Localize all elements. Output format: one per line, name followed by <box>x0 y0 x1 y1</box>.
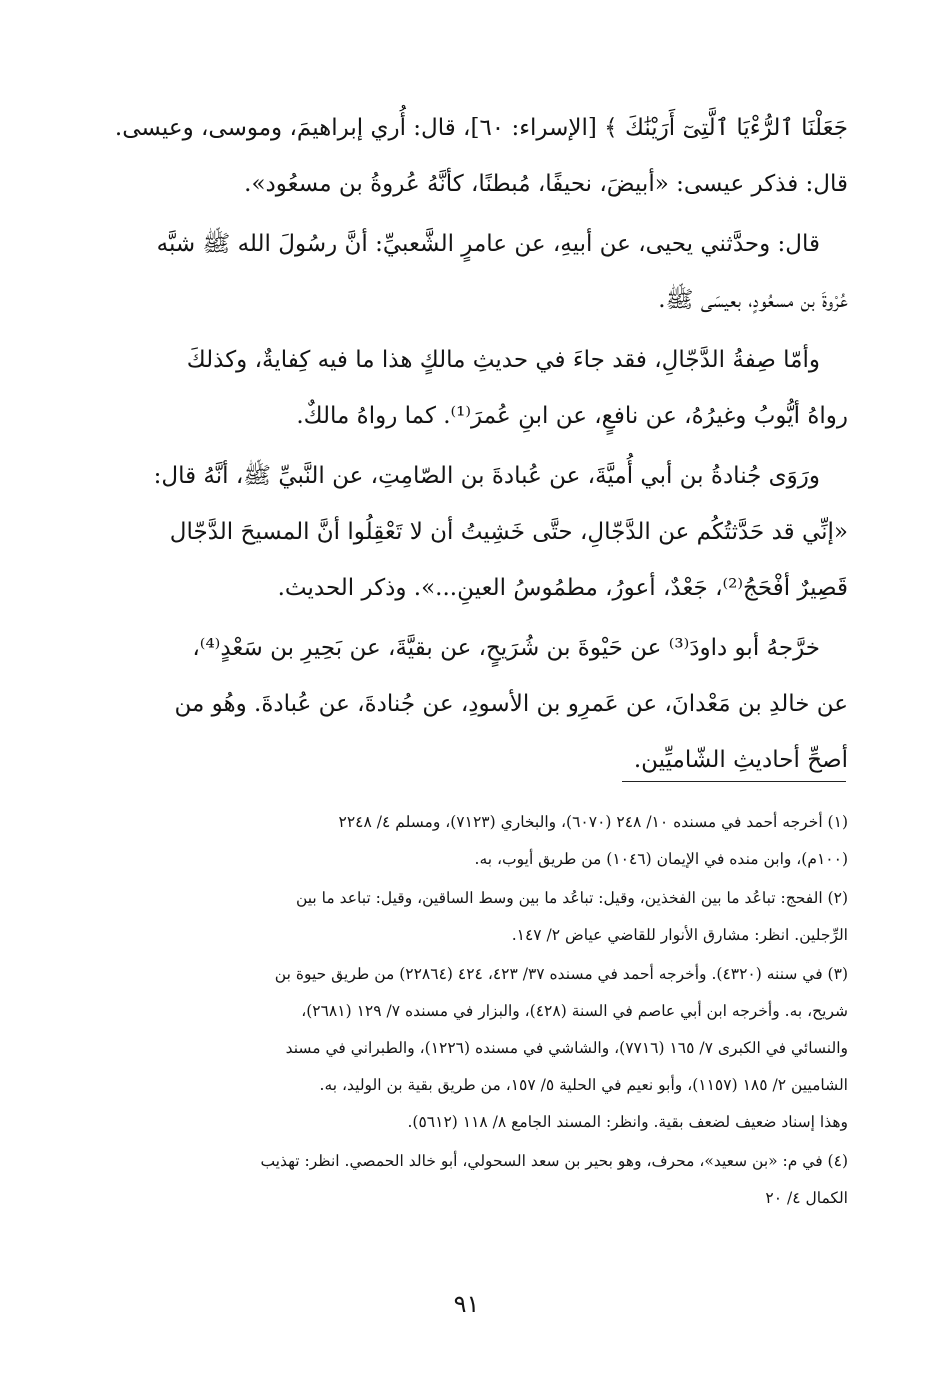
text-line: رواهُ أيُّوبُ وغيرُهُ، عن نافعٍ، عن ابنِ عُمرَ⁽¹⁾. كما رواهُ مالكٌ. <box>296 403 848 429</box>
main-text <box>103 100 848 792</box>
paragraph <box>103 216 848 328</box>
footnote-line: (٤) في م: «بن سعيد»، محرف، وهو بحير بن سعد السحولي، أبو خالد الحمصي. انظر: تهذيب <box>260 1152 848 1170</box>
paragraph <box>103 620 848 788</box>
text-line: وأمّا صِفةُ الدَّجّالِ، فقد جاءَ في حديثِ مالكٍ هذا ما فيه كِفايةٌ، وكذلكَ <box>186 347 820 373</box>
footnote-line: (٢) الفحج: تباعُد ما بين الفخذين، وقيل: تباعُد ما بين وسط الساقين، وقيل: تباعد ما بين <box>295 889 848 907</box>
footnote <box>103 880 848 954</box>
text-line: ورَوَى جُنادةُ بن أبي أُميَّةَ، عن عُبادةَ بن الصّامِتِ، عن النَّبيِّ ﷺ، أنَّهُ قال: <box>153 463 820 489</box>
paragraph <box>103 100 848 212</box>
footnote <box>103 956 848 1141</box>
footnote-divider <box>622 781 846 782</box>
text-line: قال: وحدَّثني يحيى، عن أبيهِ، عن عامرٍ الشَّعبيِّ: أنَّ رسُولَ الله ﷺ شبَّه <box>156 231 820 257</box>
footnote-line: الكمال ٤/ ٢٠ <box>765 1189 848 1207</box>
footnote-line: شريح، به. وأخرجه ابن أبي عاصم في السنة (٤٢٨)، والبزار في مسنده ٧/ ١٢٩ (٢٦٨١)، <box>301 1002 848 1020</box>
footnote-line: (١٠٠م)، وابن منده في الإيمان (١٠٤٦) من طريق أيوب، به. <box>474 850 848 868</box>
paragraph <box>103 448 848 616</box>
footnote <box>103 804 848 878</box>
footnote-line: والنسائي في الكبرى ٧/ ١٦٥ (٧٧١٦)، والشاشي في مسنده (١٢٢٦)، والطبراني في مسند <box>285 1039 848 1057</box>
text-line: «إنِّي قد حَدَّثتُكُم عن الدَّجّالِ، حتَّى خَشِيتُ أن لا تَعْقِلُوا أنَّ المسيحَ الدَّجّال <box>169 519 848 545</box>
footnote-line: الشاميين ٢/ ١٨٥ (١١٥٧)، وأبو نعيم في الحلية ٥/ ١٥٧، من طريق بقية بن الوليد، به. <box>319 1076 848 1094</box>
text-line: عن خالدِ بن مَعْدانَ، عن عَمرِو بن الأسودِ، عن جُنادةَ، عن عُبادةَ. وهُو من <box>174 691 848 717</box>
text-line: جَعَلْنَا ٱلرُّءْيَا ٱلَّتِىٓ أَرَيْنَٰكَ ﴾ [الإسراء: ٦٠]، قال: أُري إبراهيمَ، وموسى، وعيسى. <box>114 115 848 141</box>
footnote <box>103 1143 848 1217</box>
footnote-line: (١) أخرجه أحمد في مسنده ١٠/ ٢٤٨ (٦٠٧٠)، والبخاري (٧١٢٣)، ومسلم ٤/ ٢٢٤٨ <box>338 813 848 831</box>
page-number: ٩١ <box>453 1290 480 1318</box>
footnote-line: وهذا إسناد ضعيف لضعف بقية. وانظر: المسند الجامع ٨/ ١١٨ (٥٦١٢). <box>407 1113 848 1131</box>
footnote-line: الرِّجلين. انظر: مشارق الأنوار للقاضي عياض ٢/ ١٤٧. <box>511 926 848 944</box>
text-line: أصحِّ أحاديثِ الشّاميِّين. <box>633 747 848 773</box>
text-line: قَصِيرٌ أفْحَجُ⁽²⁾، جَعْدٌ، أعورُ، مطمُوسُ العينِ...». وذكر الحديث. <box>277 575 848 601</box>
footnotes <box>103 804 848 1219</box>
text-line: عُرْوةَ بن مسعُودٍ، بعيسَى ﷺ. <box>658 287 848 313</box>
footnote-line: (٣) في سننه (٤٣٢٠). وأخرجه أحمد في مسنده ٣٧/ ٤٢٣، ٤٢٤ (٢٢٨٦٤) من طريق حيوة بن <box>274 965 848 983</box>
text-line: قال: فذكر عيسى: «أبيضَ، نحيفًا، مُبطنًا، كأنَّهُ عُروةُ بن مسعُود». <box>244 171 848 197</box>
paragraph <box>103 332 848 444</box>
text-line: خرَّجهُ أبو داودَ⁽³⁾ عن حَيْوةَ بن شُرَيحٍ، عن بقيَّةَ، عن بَحِيرِ بن سَعْدٍ⁽⁴⁾، <box>192 635 820 661</box>
